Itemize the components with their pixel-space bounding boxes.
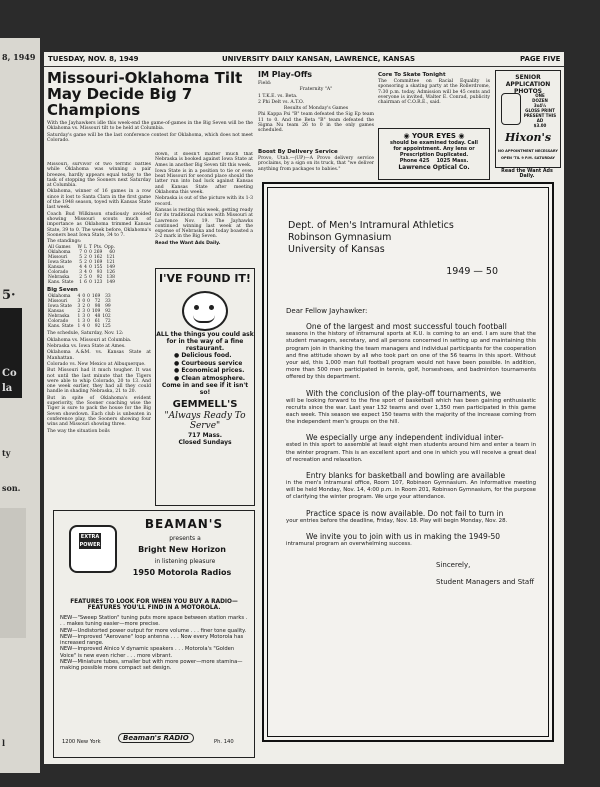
results-text: Phi Kappa Psi "B" team defeated the Sig Ep team 11 to 0. And the Beta "B" team defeated the Sigma Nu team 26 to 0 in the only games scheduled. [258, 112, 374, 134]
stat-cell: 0 [89, 250, 92, 256]
strip-date: 8, 1949 [2, 52, 36, 62]
standings-big-seven [47, 294, 112, 329]
team-name: Kans. State [48, 280, 74, 286]
letter-closing: Sincerely, [436, 561, 471, 570]
stat-cell: 2 [84, 260, 87, 266]
schedule-line: Oklahoma A.&M. vs. Kansas State at Manhattan. [47, 350, 151, 361]
stat-cell: 72 [94, 299, 101, 305]
gemmells-ad [155, 268, 255, 506]
letter-paragraph: Entry blanks for basketball and bowling are available in the men's intramural office, Room 107, Robinson Gymnasium. An informative meeting will be held Monday, Nov. 14, 4:00 p.m. in Room 201, Robinson Gymnasium, for the purpose of clarifying the winter program. We urge your attendance. [286, 471, 536, 501]
listening-line: in listening pleasure [154, 558, 216, 565]
org-line: Robinson Gymnasium [288, 232, 392, 243]
strip-letter: 5· [2, 288, 16, 303]
feature-item: NEW—Miniature tubes, smaller but with more power—more stamina—making possible more compact set design. [60, 659, 243, 672]
ad-bullet: ● Economical prices. [174, 367, 245, 374]
stat-cell: 72 [105, 319, 111, 325]
frat-label: Fraternity "A" [299, 87, 333, 93]
boost-story [258, 147, 374, 180]
stat-cell: 121 [106, 260, 115, 266]
story-paragraph: Iowa State is in a position to tie or even beat Missouri for second place should the latter run into bad luck against Kansas and Kansas State after meeting Oklahoma this week. [155, 168, 253, 196]
stat-cell: 2 [84, 255, 87, 261]
offer-line: ONE [535, 93, 545, 98]
stat-cell: 0 [82, 294, 86, 300]
org-line: Dept. of Men's Intramural Athletics [288, 220, 454, 231]
stat-cell: 4 [79, 265, 83, 271]
im-playoffs [258, 70, 374, 145]
stat-cell: 60 [109, 250, 115, 256]
skate-story [378, 70, 490, 126]
beamans-ad [53, 510, 255, 758]
story-text: Provo, Utah.—(UP)—A Provo delivery service proclaims, by a sign on its truck, that "we deliver anything from packages to babies." [258, 156, 374, 172]
stat-cell: 0 [89, 275, 92, 281]
results-heading: Results of Monday's Games [283, 106, 349, 112]
want-ads-note: Read the Want Ads Daily. [501, 169, 553, 179]
ad-intro: ALL the things you could ask for in the way of a fine restaurant. [156, 331, 254, 352]
lead-story-col2 [155, 152, 253, 262]
story-paragraph: But in spite of Oklahoma's evident superiority, the Sooner coaching wise the Tiger is sure to pack the house for the Big Seven showdown. Each club is unbeaten in conference play, the Sooners showing four wins and Missouri showing three. [47, 395, 151, 428]
ad-invite: Come in and see if it isn't so! [161, 382, 249, 396]
smiling-face-icon [182, 291, 228, 331]
stat-cell: 3 [77, 304, 81, 310]
restaurant-address: 717 Mass. [187, 432, 223, 439]
header-page: PAGE FIVE [520, 55, 561, 63]
stat-cell: 149 [106, 265, 115, 271]
stat-cell: 169 [93, 260, 103, 266]
stat-cell: 98 [94, 304, 101, 310]
stat-cell: 0 [89, 255, 92, 261]
strip-letter: la [2, 383, 13, 394]
column-header: L [84, 245, 87, 251]
appointment-note: NO APPOINTMENT NECESSARY [498, 149, 558, 153]
stat-cell: 155 [93, 265, 103, 271]
stat-cell: 123 [93, 280, 103, 286]
letter-signature: Student Managers and Staff [436, 578, 535, 587]
letter-year: 1949 — 50 [446, 266, 498, 277]
team-name: Kansas [48, 265, 64, 271]
stat-cell: 4 [77, 294, 81, 300]
adjacent-page-strip [0, 38, 40, 773]
section-title: IM Play-Offs [258, 70, 313, 79]
stat-cell: 4 [84, 270, 87, 276]
stat-cell: 0 [89, 265, 92, 271]
ad-bullet: ● Clean atmosphere. [174, 374, 246, 382]
strip-letter: son. [2, 483, 21, 493]
matchup: 1 T.K.E. vs. Beta. [258, 93, 298, 99]
radio-dial-label: EXTRA POWER [79, 534, 101, 548]
stat-cell: 92 [105, 309, 111, 315]
team-name: Oklahoma [48, 250, 71, 256]
stat-cell: 0 [87, 319, 90, 325]
stat-cell: 6 [84, 280, 87, 286]
stat-cell: 0 [87, 304, 90, 310]
stat-cell: 5 [79, 260, 83, 266]
stat-cell: 0 [87, 299, 90, 305]
stat-cell: 2 [82, 304, 86, 310]
feature-item: NEW—Improved Alnico V dynamic speakers . . . Motorola's "Golden Voice" is new even richer . . . more vibrant. [60, 646, 235, 659]
letter-paragraph: With the conclusion of the play-off tournaments, we will be looking forward to the fine sport of basketball which has been gaining enthusiastic recruits since the war. Last year 132 teams and over 1,350 men participated in this game each week. This season we expect 150 teams with the majority of the increase coming from the independent men's groups on the hill. [286, 388, 536, 426]
stat-cell: 1 [77, 319, 81, 325]
standings-all-games [47, 245, 116, 285]
ad-title: I'VE FOUND IT! [159, 272, 251, 285]
table-row [47, 324, 112, 329]
column-header: T [88, 245, 92, 251]
photo-brand: Hixon's [504, 131, 552, 144]
stat-cell: 3 [82, 314, 86, 320]
salutation: Dear Fellow Jayhawker: [286, 307, 368, 315]
story-paragraph: Kansas is resting this week, getting ready for its traditional ruckus with Missouri at Lawrence Nov. 19. The Jayhawks continued winning last week at the expense of Nebraska and today boasted a 2-2 mark in the Big Seven. [155, 207, 253, 240]
stat-cell: 92 [96, 275, 103, 281]
stat-cell: 4 [82, 324, 86, 330]
header-paper: UNIVERSITY DAILY KANSAN, LAWRENCE, KANSAS [222, 55, 416, 63]
team-name: Iowa State [48, 304, 72, 310]
story-paragraph: But Missouri had it much tougher. It was not until the last minute that the Tigers were able to whip Colorado, 20 to 13. And one week earlier, they had all they could handle in shading Nebraska, 21 to 20. [47, 368, 151, 395]
ad-contact: Phone 425 1025 Mass. [399, 158, 469, 164]
features-heading: FEATURES TO LOOK FOR WHEN YOU BUY A RADIO— FEATURES YOU'LL FIND IN A MOTOROLA. [70, 599, 238, 611]
optical-ad [378, 128, 490, 180]
team-name: Colorado [48, 270, 69, 276]
stat-cell: 138 [106, 275, 115, 281]
stat-cell: 0 [82, 299, 86, 305]
story-paragraph: Saturday's game will be the last conference contest for Oklahoma, which does not meet Colorado. [47, 132, 253, 143]
stat-cell: 1 [77, 324, 81, 330]
strip-letter: l [2, 738, 6, 748]
stat-cell: 2 [77, 309, 81, 315]
restaurant-closed: Closed Sundays [178, 439, 232, 446]
section-title: Core To Skate Tonight [378, 72, 446, 78]
column-header: W [77, 245, 83, 251]
stat-cell: 162 [93, 255, 103, 261]
matchup: 2 Phi Delt vs. A.T.O. [258, 99, 304, 105]
story-paragraph: The way the situation boils [47, 428, 110, 434]
section-title: Boost By Delivery Service [258, 149, 338, 155]
team-name: Nebraska [48, 275, 70, 281]
strip-ad-block [0, 508, 26, 638]
ad-bullet: ● Delicious food. [174, 352, 232, 359]
story-paragraph: With the Jayhawkers idle this week-end the game-of-games in the Big Seven will be the Oklahoma vs. Missouri tilt to be held at Columbia. [47, 121, 253, 132]
ad-title: SENIOR APPLICATION PHOTOS [505, 74, 551, 95]
header-date: TUESDAY, NOV. 8, 1949 [48, 55, 139, 63]
store-address: 1200 New York [62, 739, 101, 745]
store-phone: Ph. 140 [214, 739, 234, 745]
strip-letter: Co [2, 368, 17, 379]
org-line: University of Kansas [288, 244, 385, 255]
ad-line: for appointment. Any lens or [393, 146, 475, 152]
stat-cell: 149 [106, 280, 115, 286]
stat-cell: 102 [102, 314, 111, 320]
store-logo: Beaman's RADIO [118, 733, 194, 743]
stat-cell: 109 [91, 309, 101, 315]
camera-icon [501, 93, 521, 125]
stat-cell: 4 [84, 265, 87, 271]
story-paragraph: Coach Bud Wilkinson studiously avoided showing Missouri scouts much of importance as Oklahoma trimmed Kansas State, 39 to 0. The week before, Oklahoma's Sooners beat Iowa State, 34 to 7. [47, 211, 151, 238]
stat-cell: 0 [89, 260, 92, 266]
horizon-line: Bright New Horizon [138, 545, 226, 554]
stat-cell: 1 [77, 314, 81, 320]
story-paragraph: down, it doesn't matter much that Nebraska is booked against Iowa State at Ames in another Big Seven tilt this week. [155, 152, 253, 168]
team-name: Iowa State [48, 260, 72, 266]
strip-letter: ty [2, 448, 11, 458]
story-paragraph: Nebraska is out of the picture with its 1-3 record. [155, 196, 253, 207]
story-paragraph: Oklahoma, winner of 16 games in a row since it lost to Santa Clara in the first game of the 1948 season, toyed with Kansas State last week. [47, 189, 151, 211]
presents-line: presents a [169, 535, 201, 542]
lead-headline: Missouri-Oklahoma Tilt May Decide Big 7 Champions [47, 70, 243, 119]
stat-cell: 3 [79, 270, 83, 276]
intramural-letter [262, 182, 554, 742]
letter-paragraph: We invite you to join with us in making the 1949-50 intramural program an overwhelming success. [286, 531, 501, 547]
schedule-line: Colorado vs. New Mexico at Albuquerque. [47, 361, 146, 367]
restaurant-name: GEMMELL'S [172, 399, 238, 410]
team-name: Missouri [48, 299, 68, 305]
offer-line: $3.00 [533, 123, 547, 128]
stat-cell: 3 [82, 309, 86, 315]
newspaper-page [44, 52, 564, 764]
offer-line: 3x4½ [533, 103, 547, 108]
team-name: Colorado [48, 319, 69, 325]
stat-cell: 92 [94, 324, 101, 330]
stat-cell: 269 [93, 250, 103, 256]
column-header: Pts. [93, 245, 103, 251]
stat-cell: 48 [94, 314, 101, 320]
stat-cell: 0 [87, 309, 90, 315]
schedule-line: The schedule, Saturday, Nov. 12: [47, 331, 124, 337]
feature-item: NEW—Undistorted power output for more volume . . . finer tone quality. [60, 627, 247, 634]
standings-label: The standings: [47, 239, 82, 245]
eye-icon: ◉ [403, 132, 413, 140]
stat-cell: 0 [87, 324, 90, 330]
story-text: The Committee on Racial Equality is sponsoring a skating party at the Rollerdrome, 7:30 p.m. today. Admission will be 45 cents and everyone is invited, Walter E. Conrad, publicity chairman of C.O.R.E., said. [378, 79, 490, 106]
ad-line: Prescription Duplicated. [399, 152, 469, 158]
stat-cell: 0 [84, 250, 87, 256]
store-name: BEAMAN'S [144, 517, 224, 531]
letter-paragraph: One of the largest and most successful touch football seasons in the history of intramural sports at K.U. is coming to an end. I am sure that the student managers, secretary, and all persons concerned in setting up and maintaining this program join in thanking the team managers and individual participants for the cooperation and fine attitude shown by all who took part on one of the 56 teams in this sport. Without your aid, this 1,000 man full football program would not have been possible. In addition, more than 500 men participated in tennis, golf, horseshoes, and badminton tournaments offered by this department. [286, 322, 536, 381]
stat-cell: 61 [94, 319, 101, 325]
offer-line: PRESENT THIS AD [523, 113, 557, 123]
stat-cell: 126 [106, 270, 115, 276]
open-hours: OPEN 'TIL 9 P.M. SATURDAY [501, 156, 555, 160]
offer-line: DOZEN [532, 98, 548, 103]
feature-item: NEW—"Sweep Station" tuning puts more space between station marks . . . makes tuning easier—more precise. [60, 615, 248, 628]
stat-cell: 0 [89, 270, 92, 276]
schedule-line: Nebraska vs. Iowa State at Ames. [47, 344, 126, 350]
table-caption: All Games [48, 245, 71, 251]
stat-cell: 5 [79, 255, 83, 261]
letter-paragraph: We especially urge any independent individual inter- ested in this sport to assemble at least eight men students around him and enter a team in the winter program. This is an excellent sport and one in which you will receive a great deal of recreation and relaxation. [286, 433, 536, 463]
lead-story-col1 [47, 162, 151, 507]
eye-icon: ◉ [455, 132, 465, 140]
schedule-line: Oklahoma vs. Missouri at Columbia. [47, 337, 132, 343]
stat-cell: 33 [105, 299, 111, 305]
stat-cell: 3 [82, 319, 86, 325]
field-label: Field: [258, 81, 272, 86]
table-caption: Big Seven [47, 287, 78, 294]
restaurant-slogan: "Always Ready To Serve" [164, 411, 246, 431]
senior-photos-ad [495, 70, 561, 168]
team-name: Kansas [48, 309, 64, 315]
want-ads-note: Read the Want Ads Daily. [155, 240, 221, 246]
letter-paragraph: Practice space is now available. Do not fail to turn in your entries before the deadline, Friday, Nov. 18. Play will begin Monday, Nov. 28. [286, 508, 508, 524]
stat-cell: 121 [106, 255, 115, 261]
table-row [47, 280, 116, 285]
radios-line: 1950 Motorola Radios [132, 568, 232, 577]
team-name: Nebraska [48, 314, 70, 320]
stat-cell: 1 [79, 280, 83, 286]
ad-name: Lawrence Optical Co. [398, 164, 470, 171]
feature-item: NEW—Improved "Aerovane" loop antenna . . . Now every Motorola has increased range. [60, 633, 244, 647]
team-name: Missouri [48, 255, 68, 261]
stat-cell: 0 [87, 294, 90, 300]
stat-cell: 3 [77, 299, 81, 305]
stat-cell: 0 [87, 314, 90, 320]
stat-cell: 125 [102, 324, 111, 330]
stat-cell: 99 [105, 304, 111, 310]
column-header: Opp. [104, 245, 115, 251]
team-name: Oklahoma [48, 294, 71, 300]
stat-cell: 169 [91, 294, 101, 300]
offer-line: GLOSS PRINT [525, 108, 555, 113]
stat-cell: 7 [79, 250, 83, 256]
ad-bullet: ● Courteous service [174, 359, 243, 367]
stat-cell: 93 [96, 270, 103, 276]
stat-cell: 5 [84, 275, 87, 281]
ad-line: should be examined today. Call [390, 140, 478, 146]
page-header [44, 52, 564, 67]
ad-title: ◉ YOUR EYES ◉ [403, 132, 465, 140]
story-paragraph: Missouri, survivor of two terrific battles while Oklahoma was winning a pair breezes, hardly appears equal today to the task of stopping the Sooners next Saturday at Columbia. [47, 162, 151, 189]
team-name: Kans. State [48, 324, 74, 330]
stat-cell: 2 [79, 275, 83, 281]
stat-cell: 33 [105, 294, 111, 300]
stat-cell: 0 [89, 280, 92, 286]
